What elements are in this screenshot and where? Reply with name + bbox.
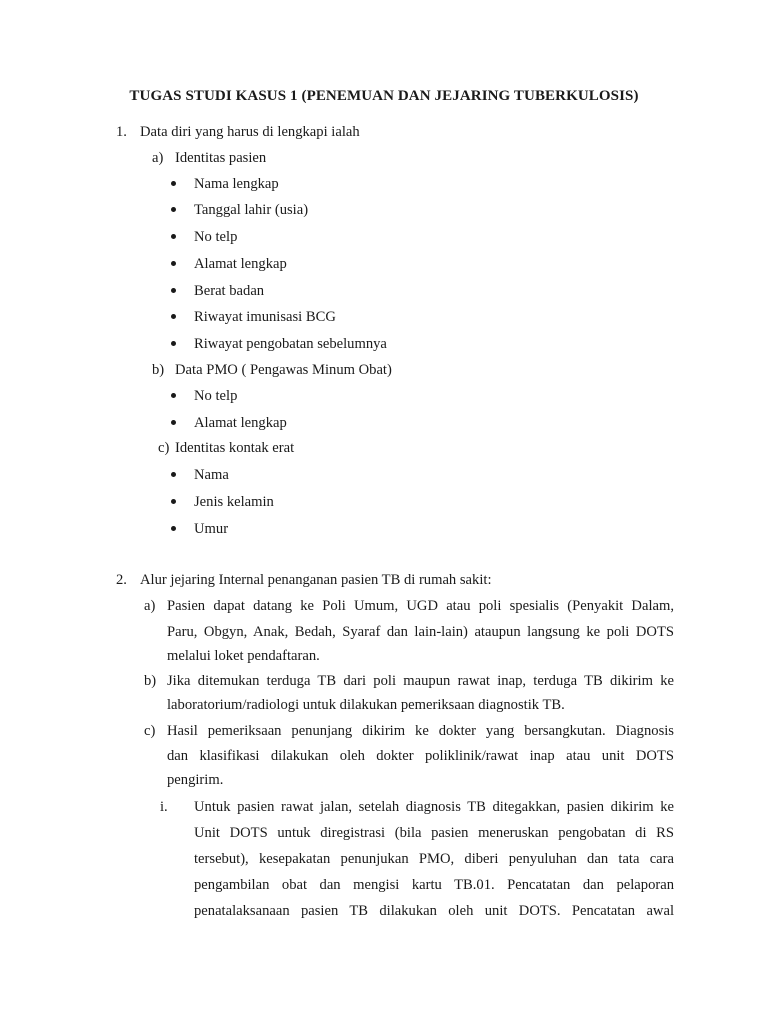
paragraph-line: dan klasifikasi dilakukan oleh dokter poliklinik/rawat inap atau unit DOTS — [167, 748, 674, 764]
subsection-1b-marker: b) — [152, 362, 165, 378]
subsection-1c-marker: c) — [158, 440, 170, 456]
bullet-icon — [171, 472, 176, 477]
list-item: Tanggal lahir (usia) — [194, 202, 309, 218]
list-item: Riwayat pengobatan sebelumnya — [194, 336, 387, 352]
list-item: Alamat lengkap — [194, 256, 287, 272]
subsection-1a-heading: Identitas pasien — [175, 150, 267, 166]
paragraph-line: Paru, Obgyn, Anak, Bedah, Syaraf dan lain-lain) ataupun langsung ke poli DOTS — [167, 624, 674, 640]
bullet-icon — [171, 181, 176, 186]
section-2-number: 2. — [116, 572, 127, 588]
paragraph-line: penatalaksanaan pasien TB dilakukan oleh unit DOTS. Pencatatan awal — [194, 903, 674, 919]
section-2-heading: Alur jejaring Internal penanganan pasien TB di rumah sakit: — [140, 572, 492, 588]
paragraph-line: laboratorium/radiologi untuk dilakukan pemeriksaan diagnostik TB. — [167, 697, 565, 713]
paragraph-line: tersebut), kesepakatan penunjukan PMO, diberi penyuluhan dan tata cara — [194, 851, 674, 867]
paragraph-line: pengirim. — [167, 772, 224, 788]
document-title: TUGAS STUDI KASUS 1 (PENEMUAN DAN JEJARING TUBERKULOSIS) — [129, 88, 639, 104]
list-item: Berat badan — [194, 283, 265, 299]
list-item: Umur — [194, 521, 229, 537]
bullet-icon — [171, 526, 176, 531]
bullet-icon — [171, 314, 176, 319]
paragraph-line: Unit DOTS untuk diregistrasi (bila pasien meneruskan pengobatan di RS — [194, 825, 674, 841]
subsection-2a-marker: a) — [144, 598, 156, 614]
list-item: No telp — [194, 229, 238, 245]
list-item: No telp — [194, 388, 238, 404]
subsection-1c-heading: Identitas kontak erat — [175, 440, 295, 456]
bullet-icon — [171, 288, 176, 293]
paragraph-line: melalui loket pendaftaran. — [167, 648, 320, 664]
list-item: Jenis kelamin — [194, 494, 274, 510]
list-item: Alamat lengkap — [194, 415, 287, 431]
section-1-number: 1. — [116, 124, 127, 140]
bullet-icon — [171, 261, 176, 266]
bullet-icon — [171, 207, 176, 212]
subsection-i-marker: i. — [160, 799, 168, 815]
subsection-1b-heading: Data PMO ( Pengawas Minum Obat) — [175, 362, 392, 378]
bullet-icon — [171, 341, 176, 346]
bullet-icon — [171, 393, 176, 398]
bullet-icon — [171, 420, 176, 425]
paragraph-line: Untuk pasien rawat jalan, setelah diagnosis TB ditegakkan, pasien dikirim ke — [194, 799, 674, 815]
paragraph-line: Pasien dapat datang ke Poli Umum, UGD atau poli spesialis (Penyakit Dalam, — [167, 598, 674, 614]
section-1-heading: Data diri yang harus di lengkapi ialah — [140, 124, 360, 140]
list-item: Nama — [194, 467, 229, 483]
bullet-icon — [171, 234, 176, 239]
list-item: Nama lengkap — [194, 176, 279, 192]
paragraph-line: Hasil pemeriksaan penunjang dikirim ke dokter yang bersangkutan. Diagnosis — [167, 723, 674, 739]
paragraph-line: pengambilan obat dan mengisi kartu TB.01. Pencatatan dan pelaporan — [194, 877, 674, 893]
list-item: Riwayat imunisasi BCG — [194, 309, 336, 325]
bullet-icon — [171, 499, 176, 504]
paragraph-line: Jika ditemukan terduga TB dari poli maupun rawat inap, terduga TB dikirim ke — [167, 673, 674, 689]
subsection-2b-marker: b) — [144, 673, 157, 689]
subsection-2c-marker: c) — [144, 723, 156, 739]
subsection-1a-marker: a) — [152, 150, 164, 166]
